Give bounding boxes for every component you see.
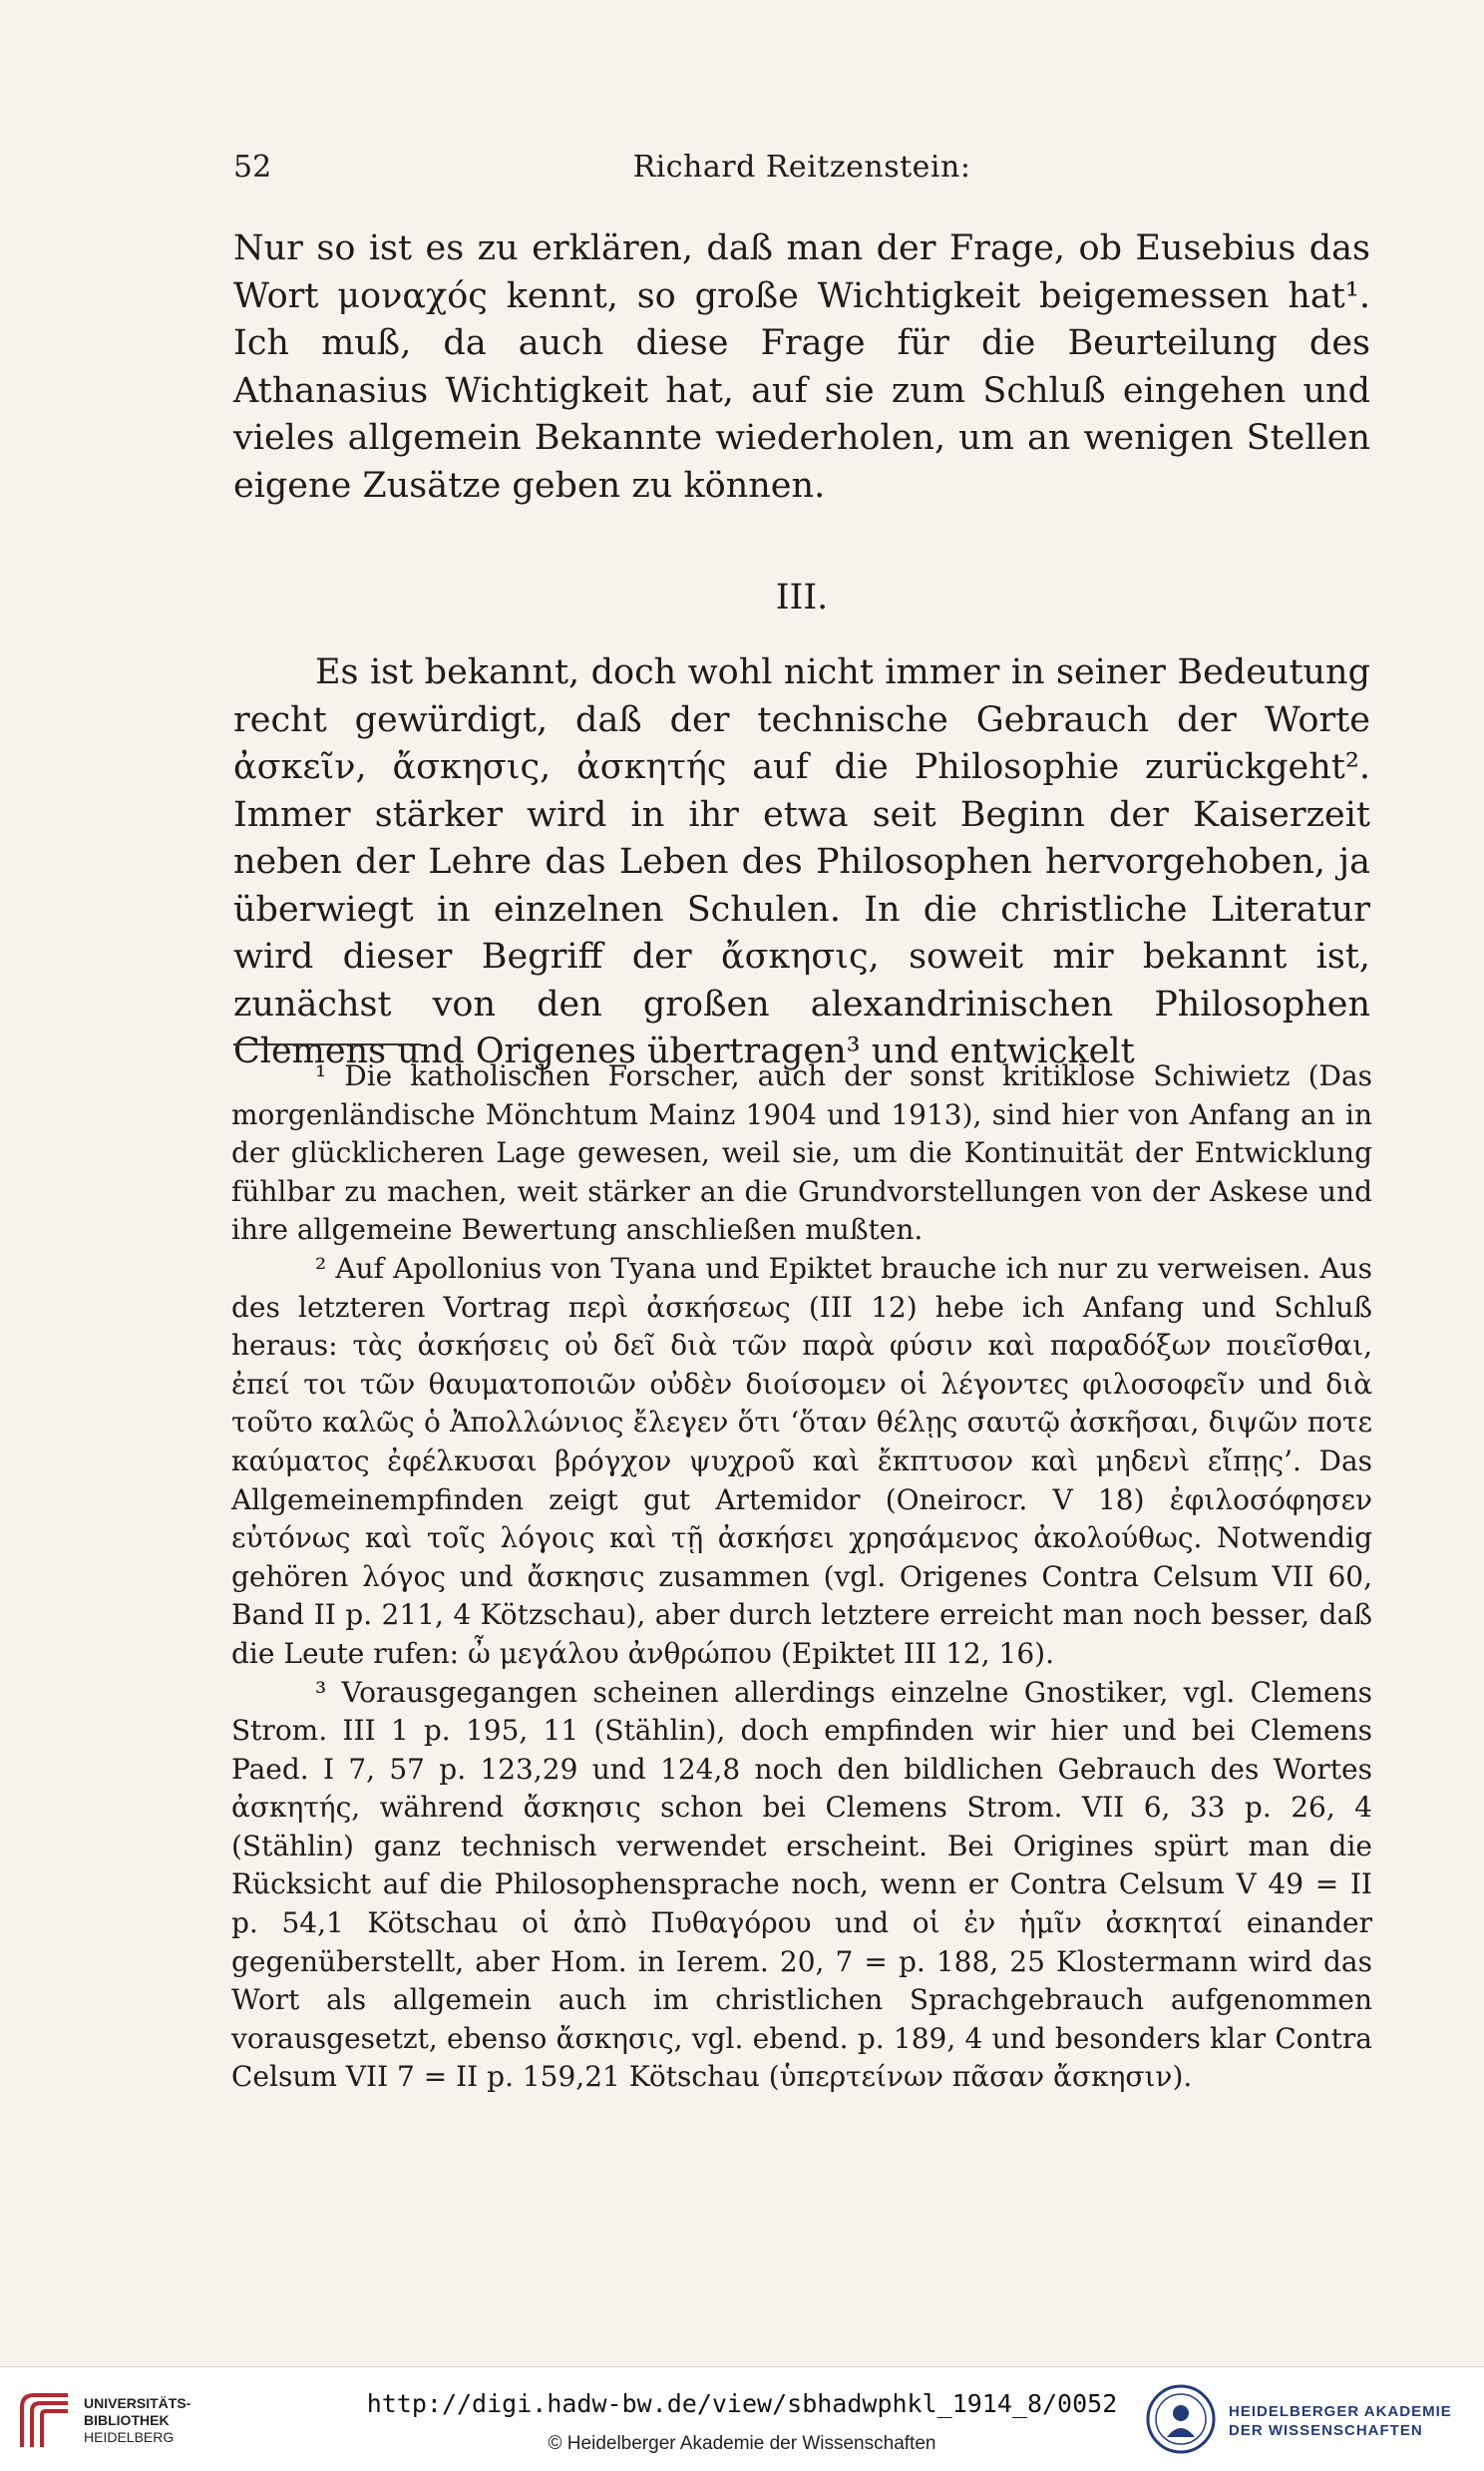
- body-paragraph-1: [233, 225, 1370, 510]
- academy-name: [1229, 2402, 1452, 2440]
- library-line-3: HEIDELBERG: [84, 2429, 175, 2445]
- academy-seal-icon: [1145, 2383, 1217, 2455]
- copyright-notice: © Heidelberger Akademie der Wissenschaften: [548, 2433, 936, 2454]
- footnote-divider: [233, 1043, 421, 1045]
- body-paragraph-2: [233, 649, 1370, 1076]
- section-heading: III.: [775, 578, 829, 618]
- footnote-1: ¹ Die katholischen Forscher, auch der sonst kritiklose Schiwietz (Das morgenländische Mönchtum Mainz 1904 und 1913), sind hier von Anfang an in der glücklicheren Lage gewesen, weil sie, um die Kontinuität der Entwicklung fühlbar zu machen, weit stärker an die Grundvorstellungen von der Askese und ihre allgemeine Bewertung anschließen mußten.: [231, 1059, 1372, 1247]
- paragraph-text: Nur so ist es zu erklären, daß man der Frage, ob Eusebius das Wort μοναχός kennt, so große Wichtigkeit beigemessen hat¹. Ich muß, da auch diese Frage für die Beurteilung des Athanasius Wichtigkeit hat, auf sie zum Schluß eingehen und vieles allgemein Bekannte wiederholen, um an wenigen Stellen eigene Zusätze geben zu können.: [233, 228, 1370, 506]
- permalink-url[interactable]: http://digi.hadw-bw.de/view/sbhadwphkl_1914_8/0052: [366, 2389, 1118, 2418]
- library-line-1: UNIVERSITÄTS-: [84, 2395, 191, 2411]
- digitization-footer: [0, 2366, 1484, 2471]
- page-number: 52: [233, 150, 272, 185]
- footnote-3: ³ Vorausgegangen scheinen allerdings einzelne Gnostiker, vgl. Clemens Strom. III 1 p. 195, 11 (Stählin), doch empfinden wir hier und bei Clemens Paed. I 7, 57 p. 123,29 und 124,8 noch den bildlichen Gebrauch des Wortes ἀσκητής, während ἄσκησις schon bei Clemens Strom. VII 6, 33 p. 26, 4 (Stählin) ganz technisch verwendet erscheint. Bei Origines spürt man die Rücksicht auf die Philosophensprache noch, wenn er Contra Celsum V 49 = II p. 54,1 Kötschau οἱ ἀπὸ Πυθαγόρου und οἱ ἐν ἡμῖν ἀσκηταί einander gegenüberstellt, aber Hom. in Ierem. 20, 7 = p. 188, 25 Klostermann wird das Wort als allgemein auch im christlichen Sprachgebrauch aufgenommen vorausgesetzt, ebenso ἄσκησις, vgl. ebend. p. 189, 4 und besonders klar Contra Celsum VII 7 = II p. 159,21 Kötschau (ὑπερτείνων πᾶσαν ἄσκησιν).: [231, 1675, 1372, 2094]
- footnote-2: ² Auf Apollonius von Tyana und Epiktet brauche ich nur zu verweisen. Aus des letzteren Vortrag περὶ ἀσκήσεως (III 12) hebe ich Anfang und Schluß heraus: τὰς ἀσκήσεις οὐ δεῖ διὰ τῶν παρὰ φύσιν καὶ παραδόξων ποιεῖσθαι, ἐπεί τοι τῶν θαυματοποιῶν οὐδὲν διοίσομεν οἱ λέγοντες φιλοσοφεῖν und διὰ τοῦτο καλῶς ὁ Ἀπολλώνιος ἔλεγεν ὅτι ‘ὅταν θέλῃς σαυτῷ ἀσκῆσαι, διψῶν ποτε καύματος ἐφέλκυσαι βρόγχον ψυχροῦ καὶ ἔκπτυσον καὶ μηδενὶ εἴπῃς’. Das Allgemeinempfinden zeigt gut Artemidor (Oneirocr. V 18) ἐφιλοσόφησεν εὐτόνως καὶ τοῖς λόγοις καὶ τῇ ἀσκήσει χρησάμενος ἀκολούθως. Notwendig gehören λόγος und ἄσκησις zusammen (vgl. Origenes Contra Celsum VII 60, Band II p. 211, 4 Kötzschau), aber durch letztere erreicht man noch besser, daß die Leute rufen: ὦ μεγάλου ἀνθρώπου (Epiktet III 12, 16).: [231, 1251, 1372, 1670]
- academy-line-1: HEIDELBERGER AKADEMIE: [1229, 2403, 1452, 2420]
- running-title: Richard Reitzenstein:: [632, 150, 971, 185]
- academy-line-2: DER WISSENSCHAFTEN: [1229, 2422, 1423, 2439]
- footnotes: [231, 1057, 1372, 2097]
- library-line-2: BIBLIOTHEK: [84, 2412, 170, 2428]
- paragraph-text: Es ist bekannt, doch wohl nicht immer in seiner Bedeutung recht gewürdigt, daß der technische Gebrauch der Worte ἀσκεῖν, ἄσκησις, ἀσκητής auf die Philosophie zurückgeht². Immer stärker wird in ihr etwa seit Beginn der Kaiserzeit neben der Lehre das Leben des Philosophen hervorgehoben, ja überwiegt in einzelnen Schulen. In die christliche Literatur wird dieser Begriff der ἄσκησις, soweit mir bekannt ist, zunächst von den großen alexandrinischen Philosophen Clemens und Origenes übertragen³ und entwickelt: [233, 652, 1370, 1071]
- running-header: [233, 150, 1370, 194]
